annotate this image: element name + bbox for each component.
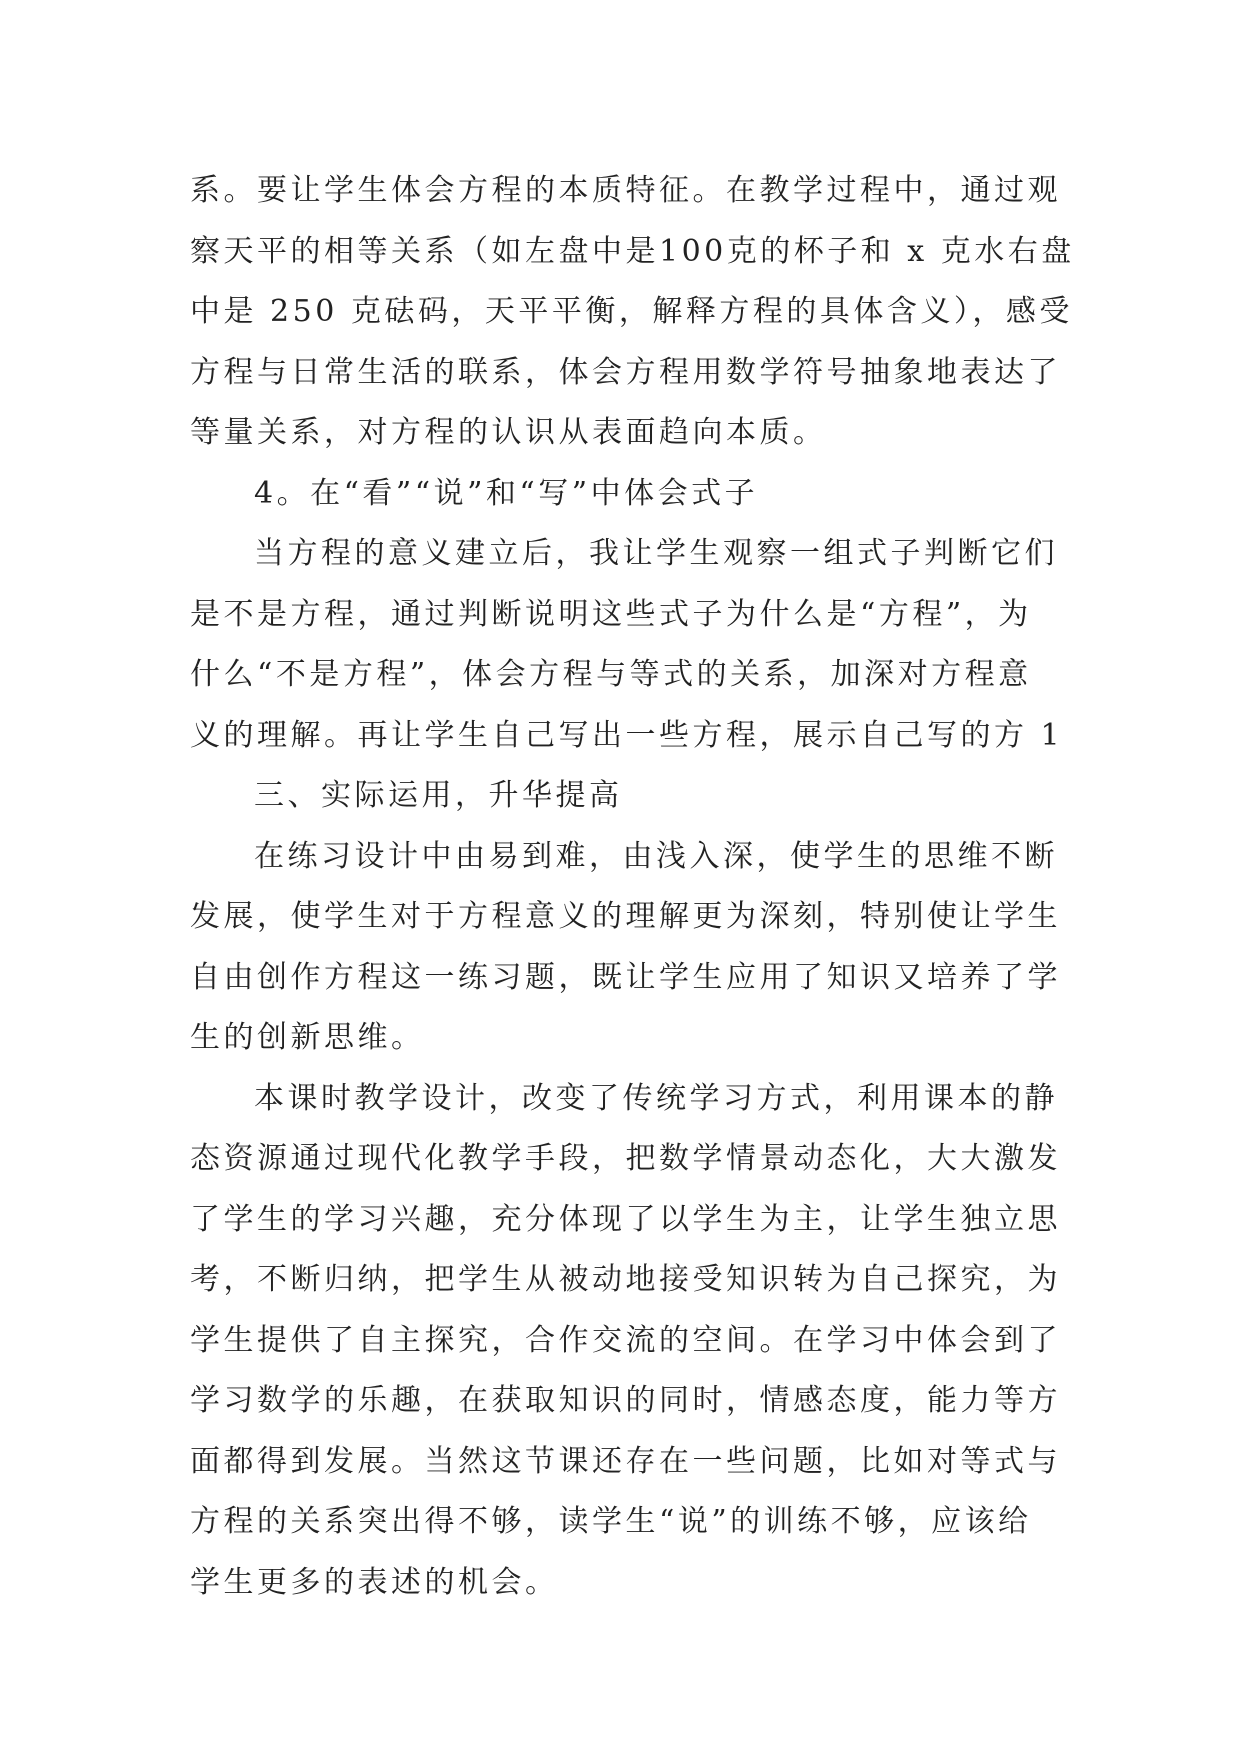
text-line-13: 发展，使学生对于方程意义的理解更为深刻，特别使让学生	[190, 899, 1061, 934]
text-line-18: 了学生的学习兴趣，充分体现了以学生为主，让学生独立思	[190, 1201, 1061, 1237]
text-line-8: 是不是方程，通过判断说明这些式子为什么是“方程”，为	[190, 596, 1032, 632]
text-line-4: 方程与日常生活的联系，体会方程用数学符号抽象地表达了	[190, 354, 1061, 390]
text-line-16: 本课时教学设计，改变了传统学习方式，利用课本的静	[254, 1080, 1058, 1116]
text-line-19: 考，不断归纳，把学生从被动地接受知识转为自己探究，为	[190, 1262, 1061, 1297]
body-text	[190, 161, 1075, 1613]
text-line-17: 态资源通过现代化教学手段，把数学情景动态化，大大激发	[190, 1141, 1061, 1176]
text-line-2: 察天平的相等关系（如左盘中是100克的杯子和 x 克水右盘	[190, 233, 1075, 269]
text-line-10: 义的理解。再让学生自己写出一些方程，展示自己写的方 1	[190, 717, 1064, 753]
text-line-14: 自由创作方程这一练习题，既让学生应用了知识又培养了学	[190, 959, 1061, 995]
section-heading-4: 4。在“看”“说”和“写”中体会式子	[254, 475, 759, 511]
text-line-1: 系。要让学生体会方程的本质特征。在教学过程中，通过观	[190, 173, 1061, 208]
section-heading-3: 三、实际运用，升华提高	[254, 778, 623, 813]
text-line-15: 生的创新思维。	[190, 1020, 425, 1055]
text-line-12: 在练习设计中由易到难，由浅入深，使学生的思维不断	[254, 838, 1058, 874]
text-line-3: 中是 250 克砝码，天平平衡，解释方程的具体含义），感受	[190, 294, 1073, 329]
text-line-9: 什么“不是方程”，体会方程与等式的关系，加深对方程意	[190, 657, 1032, 692]
text-line-21: 学习数学的乐趣，在获取知识的同时，情感态度，能力等方	[190, 1383, 1061, 1418]
text-line-5: 等量关系，对方程的认识从表面趋向本质。	[190, 415, 827, 450]
text-line-23: 方程的关系突出得不够，读学生“说”的训练不够，应该给	[190, 1504, 1032, 1539]
text-line-20: 学生提供了自主探究，合作交流的空间。在学习中体会到了	[190, 1322, 1061, 1358]
text-line-24: 学生更多的表述的机会。	[190, 1564, 559, 1600]
text-line-7: 当方程的意义建立后，我让学生观察一组式子判断它们	[254, 536, 1058, 571]
text-line-22: 面都得到发展。当然这节课还存在一些问题，比如对等式与	[190, 1443, 1061, 1479]
